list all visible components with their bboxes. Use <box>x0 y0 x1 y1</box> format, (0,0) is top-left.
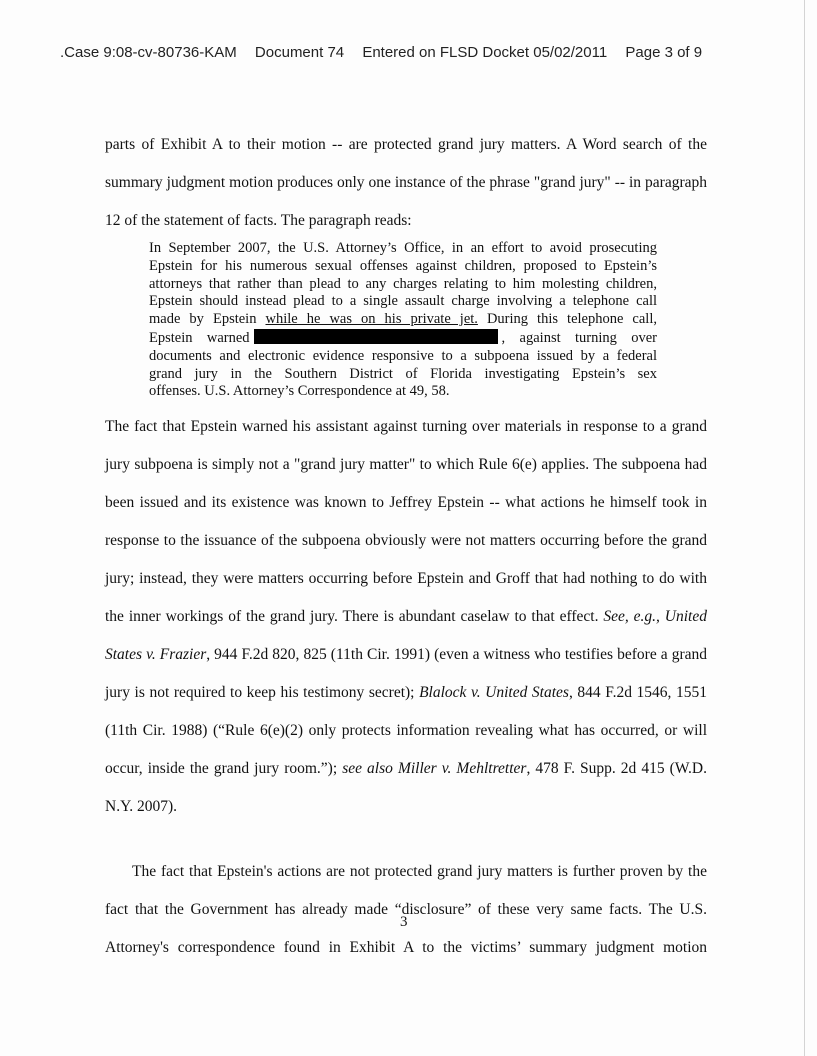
citation-italic: See, e.g., United <box>603 608 707 625</box>
text-line: (11th Cir. 1988) (“Rule 6(e)(2) only protects information revealing what has occurred, or will <box>105 722 707 739</box>
text-line: been issued and its existence was known to Jeffrey Epstein -- what actions he himself took in <box>105 494 707 511</box>
text-line: jury; instead, they were matters occurring before Epstein and Groff that had nothing to do with <box>105 570 707 587</box>
text-line: fact that the Government has already made “disclosure” of these very same facts. The U.S. <box>105 901 707 918</box>
docket-entry: Entered on FLSD Docket 05/02/2011 <box>362 44 608 61</box>
quote-text: made by Epstein <box>149 311 266 328</box>
page-edge <box>804 0 805 1056</box>
text-line <box>105 598 707 636</box>
underlined-text: while he was on his private jet. <box>265 311 478 328</box>
text-line: N.Y. 2007). <box>105 798 178 815</box>
docket-header <box>60 44 760 61</box>
citation-italic: States v. Frazier <box>105 646 207 663</box>
quote-line: Epstein for his numerous sexual offenses against children, proposed to Epstein’s <box>149 257 657 274</box>
text-line: 12 of the statement of facts. The paragraph reads: <box>105 212 412 229</box>
text-line: summary judgment motion produces only one instance of the phrase "grand jury" -- in paragraph <box>105 174 707 191</box>
citation-italic: Blalock v. United States <box>419 684 569 701</box>
paragraph-2 <box>105 408 707 826</box>
quote-text: , against turning over <box>501 329 657 346</box>
text-line: The fact that Epstein warned his assistant against turning over materials in response to a grand <box>105 418 707 435</box>
text-line: jury subpoena is simply not a "grand jury matter" to which Rule 6(e) applies. The subpoena had <box>105 456 707 473</box>
text-line: Attorney's correspondence found in Exhibit A to the victims’ summary judgment motion <box>105 939 707 956</box>
text-line: response to the issuance of the subpoena obviously were not matters occurring before the grand <box>105 532 707 549</box>
quote-line <box>149 329 657 348</box>
text-run: occur, inside the grand jury room.”); <box>105 760 343 777</box>
quote-line <box>149 311 657 329</box>
citation-italic: see also Miller v. Mehltretter <box>342 760 527 777</box>
quote-line: grand jury in the Southern District of Florida investigating Epstein’s sex <box>149 365 657 382</box>
case-number: .Case 9:08-cv-80736-KAM <box>60 44 237 61</box>
paragraph-1 <box>105 126 707 240</box>
text-line <box>105 750 707 788</box>
text-run: , 844 F.2d 1546, 1551 <box>568 684 707 701</box>
page-indicator: Page 3 of 9 <box>625 44 703 61</box>
page-number: 3 <box>400 914 408 930</box>
text-run: the inner workings of the grand jury. There is abundant caselaw to that effect. <box>105 608 604 625</box>
paragraph-3 <box>105 853 707 967</box>
text-run: , 944 F.2d 820, 825 (11th Cir. 1991) (even a witness who testifies before a grand <box>206 646 707 663</box>
text-run: jury is not required to keep his testimony secret); <box>105 684 420 701</box>
quote-text: Epstein warned <box>149 329 250 346</box>
document-number: Document 74 <box>254 44 345 61</box>
quote-line: attorneys that rather than plead to any charges relating to him molesting children, <box>149 275 657 292</box>
quote-line: documents and electronic evidence responsive to a subpoena issued by a federal <box>149 347 657 364</box>
text-line <box>105 674 707 712</box>
redaction-box <box>254 329 498 344</box>
quote-line: offenses. U.S. Attorney’s Correspondence at 49, 58. <box>149 383 450 400</box>
text-line: parts of Exhibit A to their motion -- are protected grand jury matters. A Word search of the <box>105 136 707 153</box>
text-line: The fact that Epstein's actions are not protected grand jury matters is further proven by the <box>132 863 707 880</box>
text-line <box>105 636 707 674</box>
quote-text: During this telephone call, <box>477 311 657 328</box>
quote-line: In September 2007, the U.S. Attorney’s Office, in an effort to avoid prosecuting <box>149 240 657 256</box>
quote-line: Epstein should instead plead to a single assault charge involving a telephone call <box>149 293 657 310</box>
text-run: , 478 F. Supp. 2d 415 (W.D. <box>526 760 707 777</box>
block-quote <box>149 240 657 401</box>
